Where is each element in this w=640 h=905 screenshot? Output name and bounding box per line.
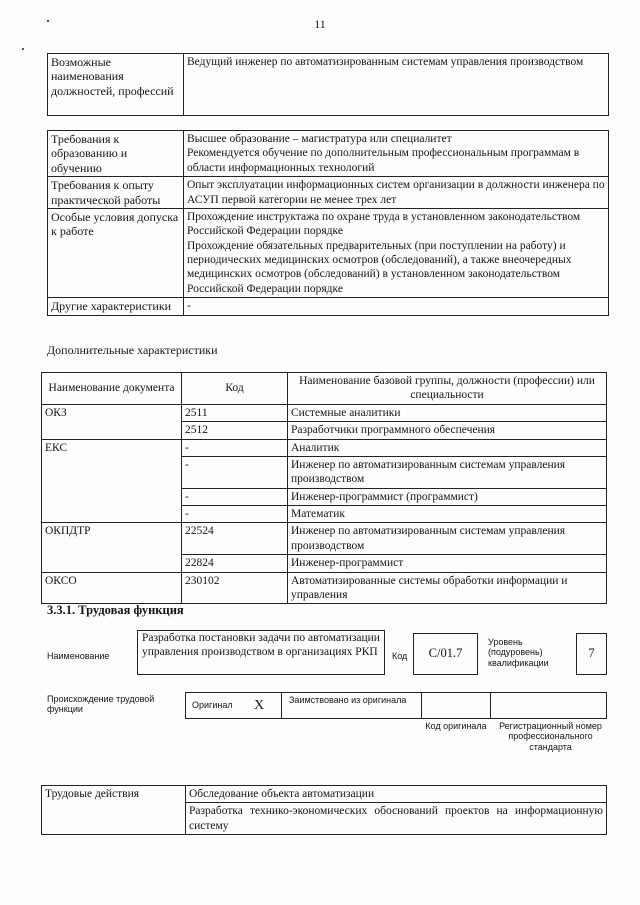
req-line: - (187, 300, 191, 313)
classifiers-header-row (42, 373, 607, 405)
position-label: Возможные наименования должностей, профессий (48, 54, 184, 116)
table-row (42, 786, 607, 803)
section-heading: 3.3.1. Трудовая функция (47, 603, 184, 617)
name-cell: Автоматизированные системы обработки информации и управления (288, 572, 607, 604)
req-label: Другие характеристики (48, 298, 184, 315)
qualification-level-box: 7 (576, 633, 607, 675)
code-cell: 2512 (182, 422, 288, 439)
header-doc: Наименование документа (42, 373, 182, 405)
code-cell: - (182, 506, 288, 523)
function-code-label: Код (392, 651, 408, 661)
labor-actions-table (41, 785, 607, 835)
code-cell: - (182, 439, 288, 456)
page-number: 11 (314, 17, 326, 31)
doc-cell: ОКПДТР (42, 523, 182, 572)
table-row (42, 404, 607, 421)
origin-borrowed-label: Заимствовано из оригинала (289, 695, 407, 705)
header-name: Наименование базовой группы, должности (профессии) или специальности (288, 373, 607, 405)
function-name-box: Разработка постановки задачи по автоматизации управления производством в организациях РКП (137, 630, 385, 675)
labor-action-item: Разработка технико-экономических обоснований проектов на информационную систему (186, 803, 607, 835)
function-code-box: С/01.7 (413, 633, 478, 675)
req-row-experience (48, 177, 609, 209)
code-cell: 22524 (182, 523, 288, 555)
additional-title: Дополнительные характеристики (47, 343, 218, 357)
code-cell: 22824 (182, 555, 288, 572)
table-row (42, 572, 607, 604)
req-line: Опыт эксплуатации информационных систем организации в должности инженера по АСУП первой категории не менее трех лет (187, 179, 605, 206)
name-cell: Инженер-программист (288, 555, 607, 572)
origin-original-checkmark: X (254, 698, 265, 713)
name-cell: Инженер по автоматизированным системам управления производством (288, 523, 607, 555)
origin-label: Происхождение трудовой функции (47, 694, 155, 715)
labor-action-item: Обследование объекта автоматизации (186, 786, 607, 803)
code-cell: 230102 (182, 572, 288, 604)
doc-cell: ОКСО (42, 572, 182, 604)
code-cell: 2511 (182, 404, 288, 421)
doc-cell: ОКЗ (42, 404, 182, 439)
req-label: Особые условия допуска к работе (48, 208, 184, 297)
doc-cell: ЕКС (42, 439, 182, 523)
table-row (42, 439, 607, 456)
req-row-conditions (48, 208, 609, 297)
header-code: Код (182, 373, 288, 405)
scan-speck (22, 48, 24, 50)
req-label: Требования к образованию и обучению (48, 131, 184, 177)
table-row (42, 523, 607, 555)
name-cell: Инженер-программист (программист) (288, 488, 607, 505)
qualification-level-label: Уровень (подуровень) квалификации (488, 637, 549, 668)
origin-original-label: Оригинал (192, 700, 233, 710)
position-table (47, 53, 609, 116)
name-cell: Системные аналитики (288, 404, 607, 421)
origin-code-caption: Код оригинала (425, 721, 487, 731)
origin-reg-caption: Регистрационный номер профессионального стандарта (499, 721, 602, 752)
name-cell: Аналитик (288, 439, 607, 456)
position-value: Ведущий инженер по автоматизированным системам управления производством (184, 54, 609, 116)
req-row-education (48, 131, 609, 177)
req-line: Прохождение обязательных предварительных (при поступлении на работу) и периодических медицинских осмотров (обследований), а также внеочередных медицинских осмотров (обследований) в установленном законодательством Российской Федерации порядке (187, 239, 572, 295)
name-cell: Математик (288, 506, 607, 523)
req-row-other (48, 298, 609, 315)
code-cell: - (182, 456, 288, 488)
req-label: Требования к опыту практической работы (48, 177, 184, 209)
code-cell: - (182, 488, 288, 505)
req-line: Рекомендуется обучение по дополнительным профессиональным программам в области информационных технологий (187, 147, 580, 174)
name-cell: Инженер по автоматизированным системам управления производством (288, 456, 607, 488)
req-line: Прохождение инструктажа по охране труда в установленном законодательством Российской Федерации порядке (187, 210, 581, 238)
name-cell: Разработчики программного обеспечения (288, 422, 607, 439)
req-line: Высшее образование – магистратура или специалитет (187, 133, 452, 145)
origin-divider (281, 692, 282, 719)
requirements-table (47, 130, 609, 316)
labor-actions-label: Трудовые действия (42, 786, 186, 835)
classifiers-table (41, 372, 607, 604)
origin-divider (421, 692, 422, 719)
origin-divider (490, 692, 491, 719)
function-name-label: Наименование (47, 651, 110, 661)
